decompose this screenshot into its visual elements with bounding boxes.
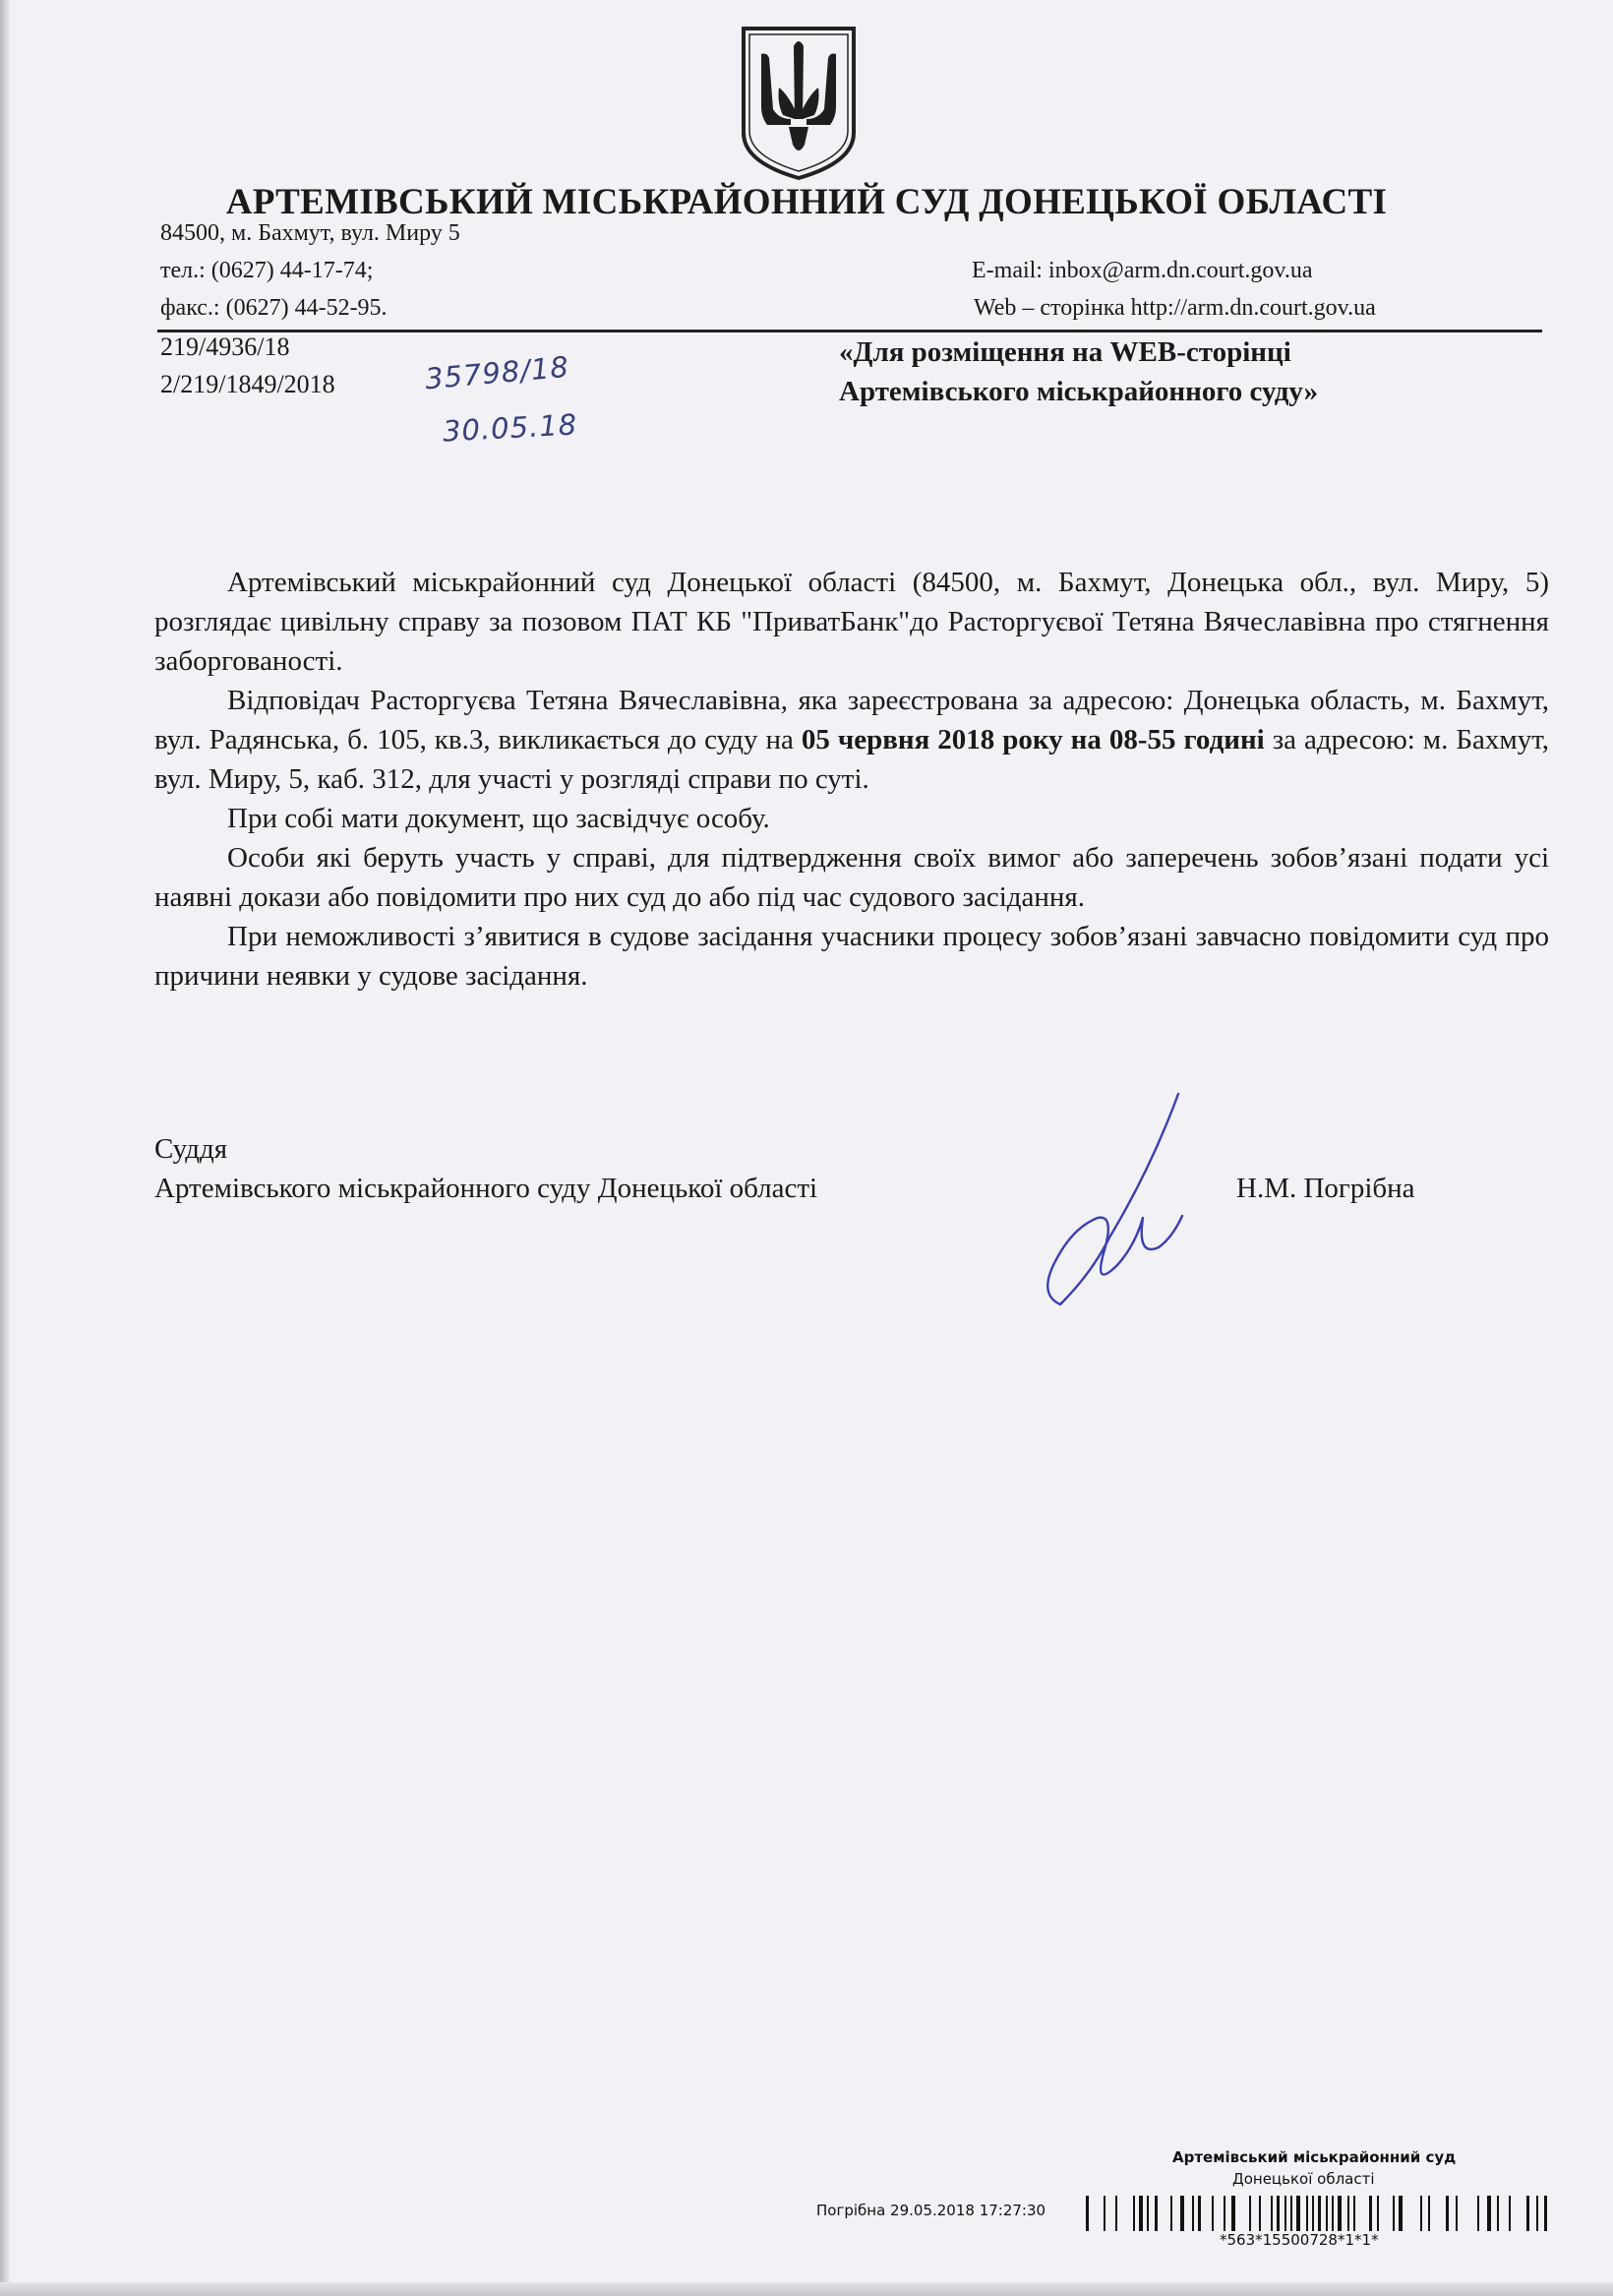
web-note-line-2: Артемівського міськрайонного суду»	[839, 376, 1319, 407]
judge-name: Н.М. Погрібна	[1236, 1173, 1415, 1204]
web-publication-note	[839, 332, 1318, 411]
handwritten-incoming-date: 30.05.18	[442, 407, 578, 449]
scan-edge-bottom	[0, 2282, 1613, 2296]
case-reference-2: 2/219/1849/2018	[160, 370, 335, 398]
handwritten-incoming-number: 35798/18	[423, 349, 571, 396]
judge-title: Суддя	[154, 1133, 228, 1165]
web-note-line-1: «Для розміщення на WEB-сторінці	[839, 336, 1291, 368]
case-reference-1: 219/4936/18	[160, 332, 290, 361]
body-paragraph-5: При неможливості з’явитися в судове засідання учасники процесу зобов’язані завчасно повідомити суд про причини неявки у судове засідання.	[154, 921, 1549, 992]
notice-body	[154, 563, 1549, 996]
trident-coat-of-arms-icon	[740, 25, 858, 182]
court-fax: факс.: (0627) 44-52-95.	[160, 295, 388, 321]
barcode-icon	[1086, 2196, 1548, 2231]
court-phone: тел.: (0627) 44-17-74;	[160, 258, 374, 283]
handwritten-signature	[1033, 1090, 1200, 1314]
hearing-date-time: 05 червня 2018 року на 08-55 годині	[801, 724, 1265, 755]
court-email: E-mail: inbox@arm.dn.court.gov.ua	[972, 258, 1313, 283]
court-name-heading: АРТЕМІВСЬКИЙ МІСЬКРАЙОННИЙ СУД ДОНЕЦЬКОЇ ОБЛАСТІ	[225, 182, 1388, 222]
stamp-registration: Погрібна 29.05.2018 17:27:30	[816, 2202, 1046, 2219]
paragraph-2-start: Відповідач Расторгуєва Тетяна Вячеславівна, яка зареєстрована за адресою: Донецька область, м. Бахмут, вул. Радянська, б. 105, кв.3, викликається до суду на	[154, 685, 1549, 755]
judge-court: Артемівського міськрайонного суду Донецької області	[154, 1173, 818, 1204]
body-paragraph-1: Артемівський міськрайонний суд Донецької області (84500, м. Бахмут, Донецька обл., вул. Миру, 5) розглядає цивільну справу за позовом ПАТ КБ "ПриватБанк"до Расторгуєвої Тетяна Вячеславівна про стягнення заборгованості.	[154, 567, 1549, 677]
body-paragraph-2	[154, 681, 1549, 799]
court-website: Web – сторінка http://arm.dn.court.gov.ua	[974, 295, 1376, 321]
body-paragraph-4: Особи які беруть участь у справі, для підтвердження своїх вимог або заперечень зобов’язані подати усі наявні докази або повідомити про них суд до або під час судового засідання.	[154, 842, 1549, 913]
court-address: 84500, м. Бахмут, вул. Миру 5	[160, 220, 460, 246]
barcode-number: *563*15500728*1*1*	[1220, 2231, 1379, 2249]
paragraph-2-end: за адресою: м. Бахмут, вул. Миру, 5, каб. 312, для участі у розгляді справи по суті.	[154, 724, 1549, 795]
scan-edge-left	[0, 0, 10, 2296]
stamp-court-line-1: Артемівський міськрайонний суд	[1172, 2148, 1457, 2166]
stamp-court-line-2: Донецької області	[1232, 2170, 1375, 2188]
body-paragraph-3: При собі мати документ, що засвідчує особу.	[227, 803, 770, 834]
